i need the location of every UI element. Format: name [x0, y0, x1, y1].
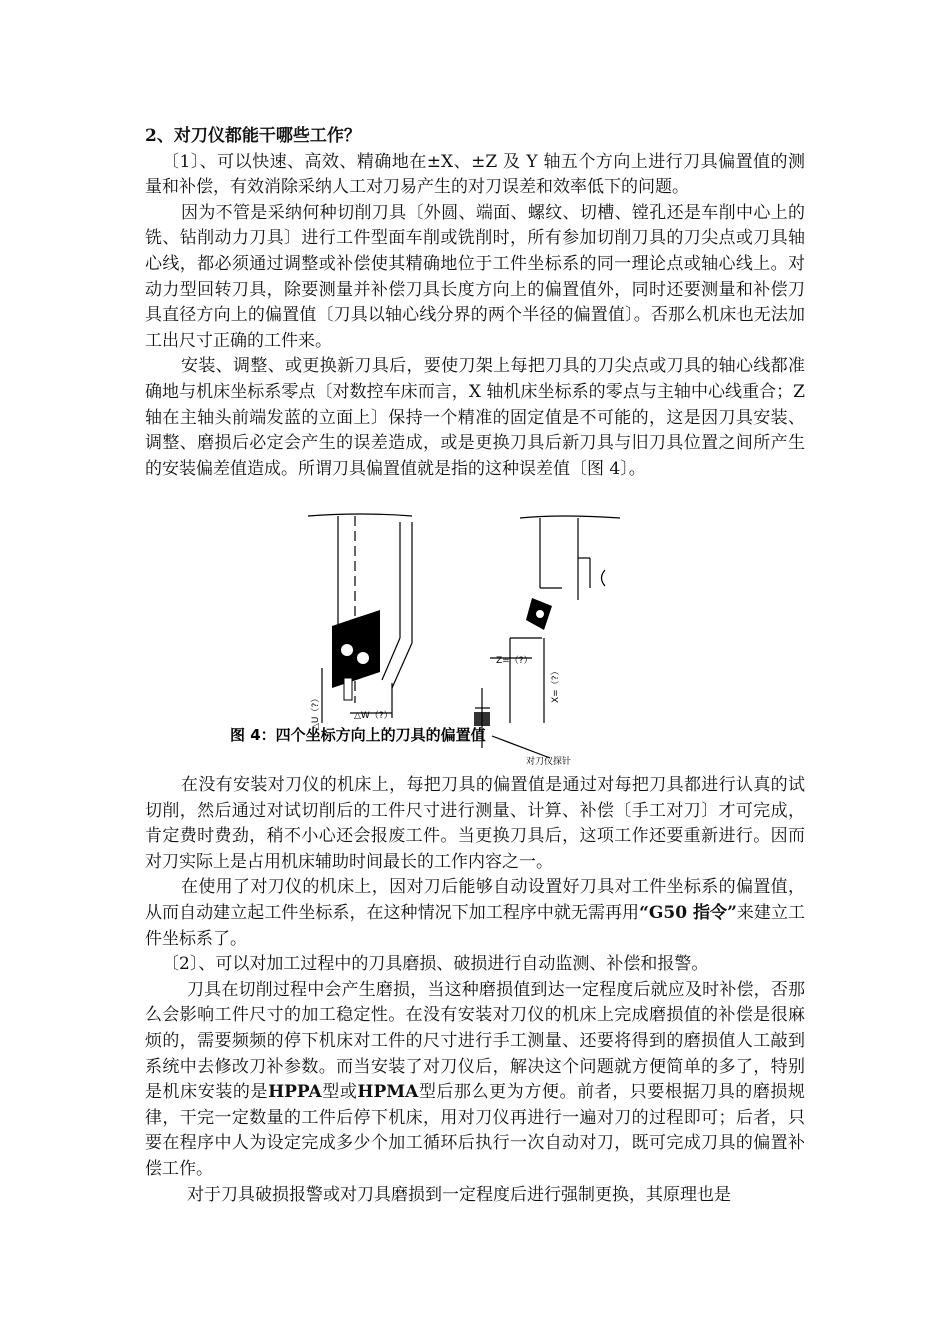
paragraph-5-part-a: 在使用了对刀仪的机床上，因对刀后能够自动设置好刀具对工件坐标系的偏置值，从而自动建立起工件坐标系，在这种情况下加工程序中就无需再用 [145, 877, 805, 923]
section-heading: 2、对刀仪都能干哪些工作？ [145, 126, 361, 146]
x-label: X=（?） [551, 666, 561, 703]
paragraph-7-part-c: 型或 [321, 1082, 358, 1103]
paragraph-5 [145, 875, 805, 952]
g50-command: “G50 指令” [639, 902, 737, 923]
top-text-block [145, 124, 805, 482]
paragraph-3: 安装、调整、或更换新刀具后，要使刀架上每把刀具的刀尖点或刀具的轴心线都准确地与机床坐标系零点〔对数控车床而言，X 轴机床坐标系的零点与主轴中心线重合；Z 轴在主轴头前端发蓝的立面上〕保持一个精准的固定值是不可能的，这是因刀具安装、调整、磨损后必定会产生的误差造成，或是更换刀具后新刀具与旧刀具位置之间所产生的安装偏差值造成。所谓刀具偏置值就是指的这种误差值〔图 4〕。 [145, 356, 805, 479]
left-tool-inserts [332, 610, 380, 700]
probe-label: 对刀仪探针 [526, 757, 572, 767]
hppa-model: HPPA [268, 1082, 322, 1103]
right-turret-top-line [520, 516, 620, 518]
paragraph-7 [145, 978, 805, 1183]
left-tool-tip [344, 678, 352, 700]
left-turret-top-line [308, 514, 412, 516]
probe-leader-line [492, 736, 550, 758]
left-insert-b [350, 610, 380, 682]
right-tool-drawing [475, 516, 620, 758]
paragraph-5-part-c: 来建立工件坐标系了。 [145, 902, 806, 949]
paragraph-7-part-e: 型后那么更为方便。前者，只要根据刀具的磨损规律，干完一定数量的工件后停下机床，用对刀仪再进行一遍对刀的过程即可；后者，只要在程序中人为设定完成多少个加工循环后执行一次自动对刀，既可完成刀具的偏置补偿工作。 [145, 1082, 806, 1179]
paragraph-4: 在没有安装对刀仪的机床上，每把刀具的偏置值是通过对每把刀具都进行认真的试切削，然后通过对试切削后的工件尺寸进行测量、计算、补偿〔手工对刀〕才可完成，肯定费时费劲，稍不小心还会报废工件。当更换刀具后，这项工作还要重新进行。因而对刀实际上是占用机床辅助时间最长的工作内容之一。 [145, 775, 805, 872]
right-insert-screw [536, 610, 544, 618]
du-label: △U（?） [311, 693, 321, 730]
insert-screw-a [341, 644, 353, 656]
figure-caption: 图 4：四个坐标方向上的刀具的偏置值 [230, 726, 486, 744]
bottom-text-block [145, 773, 805, 1208]
dw-label: △W（?） [354, 711, 393, 721]
paragraph-8: 对于刀具破损报警或对刀具磨损到一定程度后进行强制更换，其原理也是 [187, 1184, 731, 1205]
paragraph-2: 因为不管是采纳何种切削刀具〔外圆、端面、螺纹、切槽、镗孔还是车削中心上的铣、钻削动力刀具〕进行工件型面车削或铣削时，所有参加切削刀具的刀尖点或刀具轴心线，都必须通过调整或补偿使其精确地位于工件坐标系的同一理论点或轴心线上。对动力型回转刀具，除要测量并补偿刀具长度方向上的偏置值外，同时还要测量和补偿刀具直径方向上的偏置值〔刀具以轴心线分界的两个半径的偏置值〕。否那么机床也无法加工出尺寸正确的工件来。 [145, 202, 805, 351]
left-tool-taper-1 [382, 638, 400, 680]
insert-screw-b [357, 652, 369, 664]
paragraph-6: 〔2〕、可以对加工过程中的刀具磨损、破损进行自动监测、补偿和报警。 [162, 954, 709, 975]
right-holder-curve [602, 570, 606, 586]
paragraph-7-part-a: 刀具在切削过程中会产生磨损，当这种磨损值到达一定程度后就应及时补偿，否那么会影响工件尺寸的加工稳定性。在没有安装对刀仪的机床上完成磨损值的补偿是很麻烦的，需要频频的停下机床对工件的尺寸进行手工测量、还要将得到的磨损值人工敲到系统中去修改刀补参数。而当安装了对刀仪后，解决这个问题就方便简单的多了，特别是机床安装的是 [145, 979, 805, 1103]
paragraph-1: 〔1〕、可以快速、高效、精确地在±X、±Z 及 Y 轴五个方向上进行刀具偏置值的测量和补偿，有效消除采纳人工对刀易产生的对刀误差和效率低下的问题。 [145, 151, 805, 198]
z-label: Z=（?） [496, 656, 533, 666]
hpma-model: HPMA [357, 1082, 419, 1103]
